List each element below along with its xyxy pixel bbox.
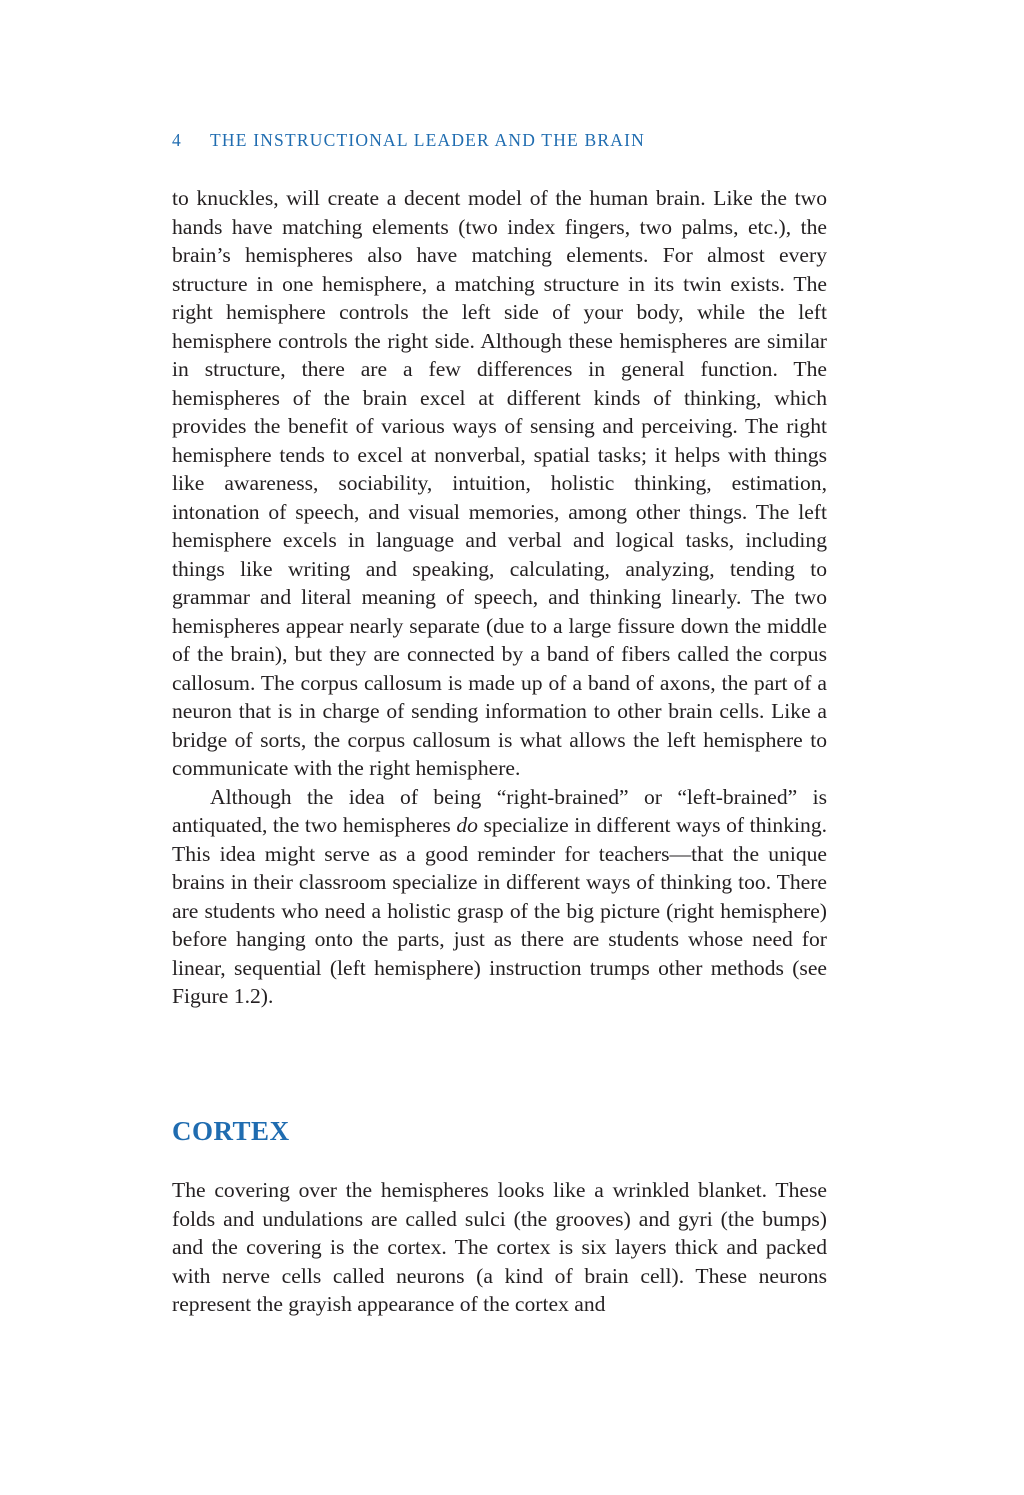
emphasis-do: do	[456, 813, 478, 837]
section-heading: CORTEX	[172, 1116, 290, 1146]
paragraph-hemispheres-specialize	[172, 783, 827, 1011]
paragraph-text-start: Although the idea of being “right-brained” or “left-brained” is antiquated, the two hemispheres	[172, 784, 827, 837]
running-title: THE INSTRUCTIONAL LEADER AND THE BRAIN	[210, 130, 645, 150]
body-text-top	[172, 184, 827, 1011]
paragraph-text-end: specialize in different ways of thinking. This idea might serve as a good reminder for teachers—that the unique brains in their classroom specialize in different ways of thinking too. There are students who need a holistic grasp of the big picture (right hemisphere) before hanging onto the parts, just as there are students whose need for linear, sequential (left hemisphere) instruction trumps other methods (see Figure 1.2).	[172, 813, 828, 1008]
body-text-cortex	[172, 1176, 827, 1319]
paragraph-continued: to knuckles, will create a decent model of the human brain. Like the two hands have matching elements (two index fingers, two palms, etc.), the brain’s hemispheres also have matching elements. For almost every structure in one hemisphere, a matching structure in its twin exists. The right hemisphere controls the left side of your body, while the left hemisphere controls the right side. Although these hemispheres are similar in structure, there are a few differences in general function. The hemispheres of the brain excel at different kinds of thinking, which provides the benefit of various ways of sensing and perceiving. The right hemisphere tends to excel at nonverbal, spatial tasks; it helps with things like awareness, sociability, intuition, holistic thinking, estimation, intonation of speech, and visual memories, among other things. The left hemisphere excels in language and verbal and logical tasks, including things like writing and speaking, calculating, analyzing, tending to grammar and literal meaning of speech, and thinking linearly. The two hemispheres appear nearly separate (due to a large fissure down the middle of the brain), but they are connected by a band of fibers called the corpus callosum. The corpus callosum is made up of a band of axons, the part of a neuron that is in charge of sending information to other brain cells. Like a bridge of sorts, the corpus callosum is what allows the left hemisphere to communicate with the right hemisphere.	[172, 186, 827, 780]
running-head	[172, 130, 827, 151]
paragraph-cortex: The covering over the hemispheres looks like a wrinkled blanket. These folds and undulations are called sulci (the grooves) and gyri (the bumps) and the covering is the cortex. The cortex is six layers thick and packed with nerve cells called neurons (a kind of brain cell). These neurons represent the grayish appearance of the cortex and	[172, 1178, 827, 1316]
page-number: 4	[172, 130, 182, 150]
